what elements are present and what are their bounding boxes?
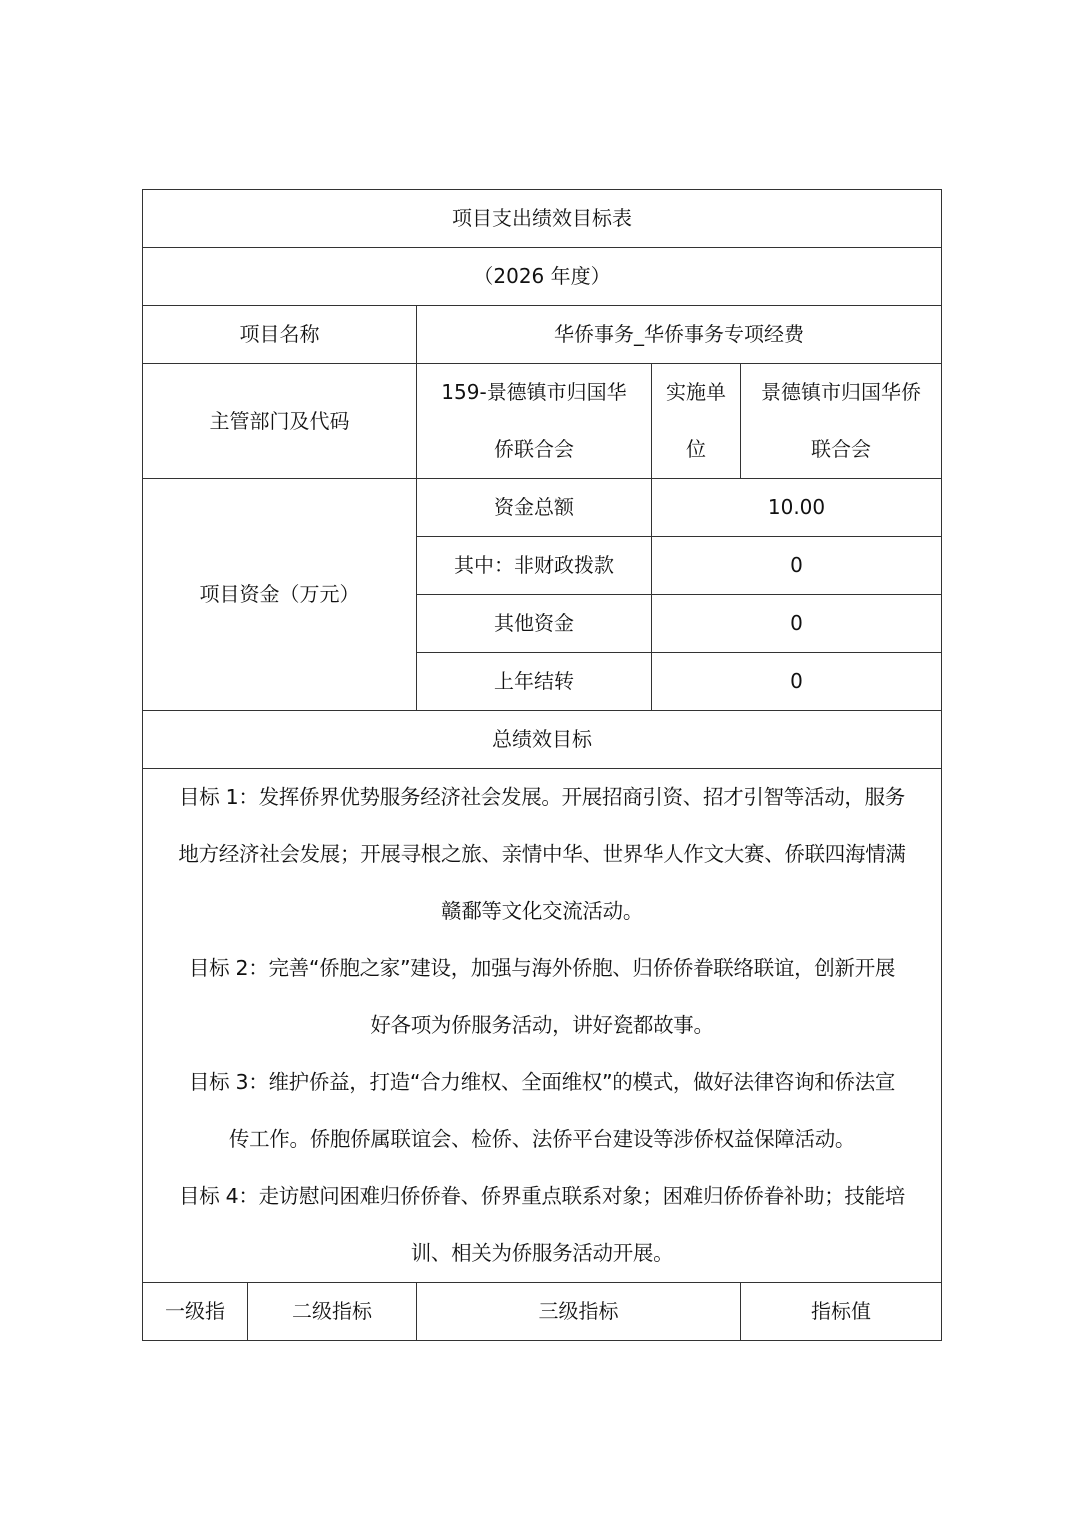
header-level2: 二级指标 bbox=[248, 1283, 417, 1341]
fund-value: 0 bbox=[652, 595, 942, 653]
dept-value: 159-景德镇市归国华 侨联合会 bbox=[417, 364, 652, 479]
project-name-label: 项目名称 bbox=[143, 306, 417, 364]
impl-label: 实施单 位 bbox=[652, 364, 741, 479]
funds-label: 项目资金（万元） bbox=[143, 479, 417, 711]
impl-value: 景德镇市归国华侨 联合会 bbox=[741, 364, 942, 479]
goals-label: 总绩效目标 bbox=[143, 711, 942, 769]
table-year: （2026 年度） bbox=[143, 248, 942, 306]
fund-label: 其他资金 bbox=[417, 595, 652, 653]
dept-label: 主管部门及代码 bbox=[143, 364, 417, 479]
performance-target-table bbox=[142, 189, 942, 1341]
fund-value: 0 bbox=[652, 653, 942, 711]
goals-text: 目标 1：发挥侨界优势服务经济社会发展。开展招商引资、招才引智等活动，服务 地方经济社会发展；开展寻根之旅、亲情中华、世界华人作文大赛、侨联四海情满 赣鄱等文化交流活动。 目标 2：完善“侨胞之家”建设，加强与海外侨胞、归侨侨眷联络联谊，创新开展 好各项为侨服务活动，讲好瓷都故事。 目标 3：维护侨益，打造“合力维权、全面维权”的模式，做好法律咨询和侨法宣 传工作。侨胞侨属联谊会、检侨、法侨平台建设等涉侨权益保障活动。 目标 4：走访慰问困难归侨侨眷、侨界重点联系对象；困难归侨侨眷补助；技能培 训、相关为侨服务活动开展。 bbox=[143, 769, 942, 1283]
fund-label: 其中：非财政拨款 bbox=[417, 537, 652, 595]
fund-value: 10.00 bbox=[652, 479, 942, 537]
fund-label: 上年结转 bbox=[417, 653, 652, 711]
fund-value: 0 bbox=[652, 537, 942, 595]
header-value: 指标值 bbox=[741, 1283, 942, 1341]
header-level1: 一级指 bbox=[143, 1283, 248, 1341]
table-title: 项目支出绩效目标表 bbox=[143, 190, 942, 248]
fund-label: 资金总额 bbox=[417, 479, 652, 537]
project-name-value: 华侨事务_华侨事务专项经费 bbox=[417, 306, 942, 364]
header-level3: 三级指标 bbox=[417, 1283, 741, 1341]
